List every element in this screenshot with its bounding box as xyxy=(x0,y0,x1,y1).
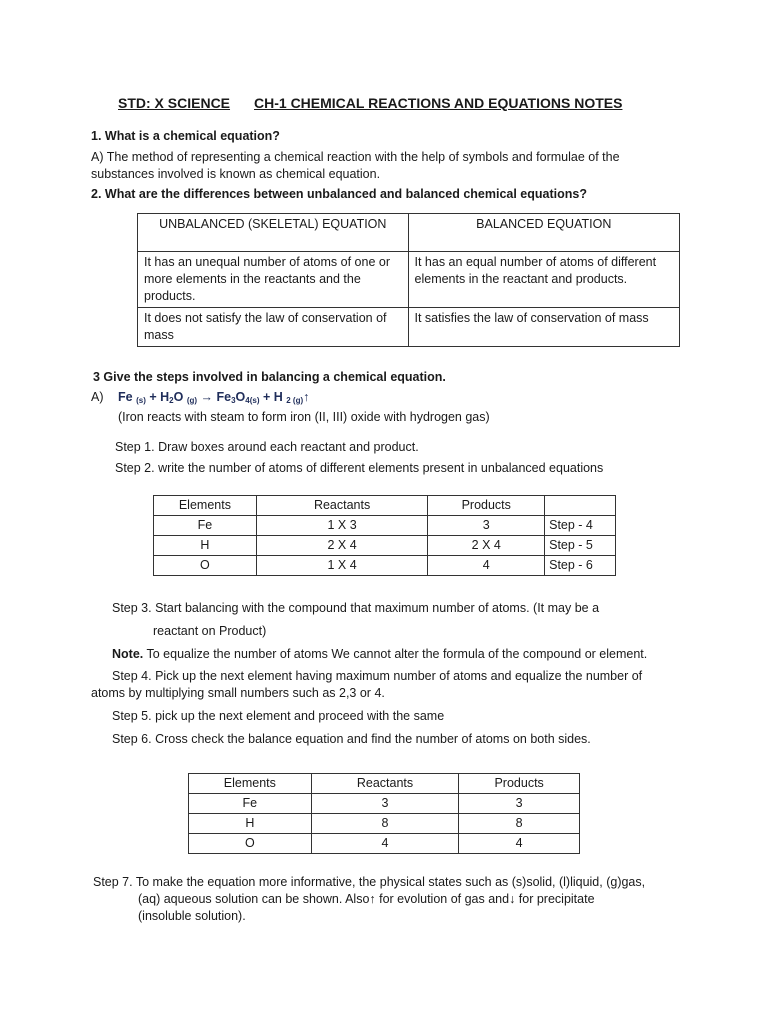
differences-table xyxy=(137,213,680,347)
eq-h2o-sub: 2 xyxy=(169,396,174,405)
step-2: Step 2. write the number of atoms of different elements present in unbalanced equations xyxy=(115,461,604,475)
eq-h2-state: 2 (g) xyxy=(286,396,304,405)
question-2: 2. What are the differences between unbalanced and balanced chemical equations? xyxy=(91,187,587,201)
title-std: STD: X SCIENCE xyxy=(118,95,231,111)
table-row xyxy=(154,516,616,536)
answer-3-label: A) xyxy=(91,390,104,404)
cell-reactants: 8 xyxy=(311,814,459,834)
cell-products: 3 xyxy=(459,794,580,814)
eq-product-fe: Fe xyxy=(216,390,232,404)
balanced-atoms-table xyxy=(188,773,580,854)
differences-header-row xyxy=(138,214,680,252)
cell-products: 4 xyxy=(428,556,545,576)
note xyxy=(112,646,647,663)
cell-products: 3 xyxy=(428,516,545,536)
step-7-line-1: Step 7. To make the equation more informative, the physical states such as (s)solid, (l)liquid, (g)gas, xyxy=(93,875,646,889)
gas-evolution-arrow-icon: ↑ xyxy=(303,390,310,404)
note-text: To equalize the number of atoms We cannot alter the formula of the compound or element. xyxy=(143,647,648,661)
step-3-line-1: Step 3. Start balancing with the compound that maximum number of atoms. (It may be a xyxy=(112,601,600,615)
cell-element: Fe xyxy=(154,516,257,536)
table-header-row xyxy=(154,496,616,516)
eq-h2o-state: (g) xyxy=(186,396,198,405)
step-3-line-2: reactant on Product) xyxy=(153,624,267,638)
eq-product-o: O xyxy=(235,390,246,404)
chemical-equation xyxy=(118,389,309,406)
step-7-line-2: (aq) aqueous solution can be shown. Also↑ for evolution of gas and↓ for precipitate xyxy=(138,892,595,906)
table-row xyxy=(154,556,616,576)
eq-plus-h2: + H xyxy=(259,390,287,404)
eq-fe-state: (s) xyxy=(136,396,146,405)
eq-plus-h: + H xyxy=(145,390,170,404)
cell-element: H xyxy=(189,814,312,834)
note-label: Note. xyxy=(112,647,144,661)
table-row xyxy=(189,794,580,814)
col-elements: Elements xyxy=(189,774,312,794)
step-1: Step 1. Draw boxes around each reactant and product. xyxy=(115,440,419,454)
page-title xyxy=(118,95,622,112)
step-5: Step 5. pick up the next element and proceed with the same xyxy=(112,709,445,723)
cell-step: Step - 4 xyxy=(545,516,616,536)
col-products: Products xyxy=(459,774,580,794)
eq-fe3-sub: 3 xyxy=(231,396,236,405)
col-products: Products xyxy=(428,496,545,516)
table-row xyxy=(138,252,680,308)
step-6: Step 6. Cross check the balance equation and find the number of atoms on both sides. xyxy=(112,732,591,746)
col-step xyxy=(545,496,616,516)
cell-element: Fe xyxy=(189,794,312,814)
cell-step: Step - 6 xyxy=(545,556,616,576)
cell-unbalanced-atoms: It has an unequal number of atoms of one or more elements in the reactants and the products. xyxy=(138,252,409,308)
table-header-row xyxy=(189,774,580,794)
title-chapter: CH-1 CHEMICAL REACTIONS AND EQUATIONS NOTES xyxy=(254,95,623,111)
cell-reactants: 1 X 3 xyxy=(256,516,428,536)
cell-element: H xyxy=(154,536,257,556)
cell-element: O xyxy=(154,556,257,576)
header-balanced: BALANCED EQUATION xyxy=(408,214,679,252)
step-4-line-1: Step 4. Pick up the next element having maximum number of atoms and equalize the number of xyxy=(112,669,643,683)
step-7-line-3: (insoluble solution). xyxy=(138,909,246,923)
cell-balanced-law: It satisfies the law of conservation of mass xyxy=(408,308,679,347)
table-row xyxy=(189,814,580,834)
header-unbalanced: UNBALANCED (SKELETAL) EQUATION xyxy=(138,214,409,252)
cell-reactants: 4 xyxy=(311,834,459,854)
eq-o4-sub: 4(s) xyxy=(245,396,260,405)
cell-element: O xyxy=(189,834,312,854)
cell-reactants: 2 X 4 xyxy=(256,536,428,556)
col-reactants: Reactants xyxy=(256,496,428,516)
answer-1-line-2: substances involved is known as chemical equation. xyxy=(91,167,381,181)
cell-balanced-atoms: It has an equal number of atoms of different elements in the reactant and products. xyxy=(408,252,679,308)
eq-h2o-o: O xyxy=(173,390,184,404)
cell-reactants: 1 X 4 xyxy=(256,556,428,576)
cell-reactants: 3 xyxy=(311,794,459,814)
cell-unbalanced-law: It does not satisfy the law of conservation of mass xyxy=(138,308,409,347)
equation-description: (Iron reacts with steam to form iron (II, III) oxide with hydrogen gas) xyxy=(118,410,490,424)
eq-fe: Fe xyxy=(118,390,133,404)
cell-products: 2 X 4 xyxy=(428,536,545,556)
eq-arrow: → xyxy=(197,390,217,404)
question-1: 1. What is a chemical equation? xyxy=(91,129,280,143)
answer-1-line-1: A) The method of representing a chemical reaction with the help of symbols and formulae of the xyxy=(91,150,620,164)
step-4-line-2: atoms by multiplying small numbers such as 2,3 or 4. xyxy=(91,686,385,700)
table-row xyxy=(138,308,680,347)
cell-step: Step - 5 xyxy=(545,536,616,556)
col-reactants: Reactants xyxy=(311,774,459,794)
table-row xyxy=(189,834,580,854)
col-elements: Elements xyxy=(154,496,257,516)
table-row xyxy=(154,536,616,556)
question-3: 3 Give the steps involved in balancing a chemical equation. xyxy=(93,370,446,384)
unbalanced-atoms-table xyxy=(153,495,616,576)
cell-products: 4 xyxy=(459,834,580,854)
cell-products: 8 xyxy=(459,814,580,834)
